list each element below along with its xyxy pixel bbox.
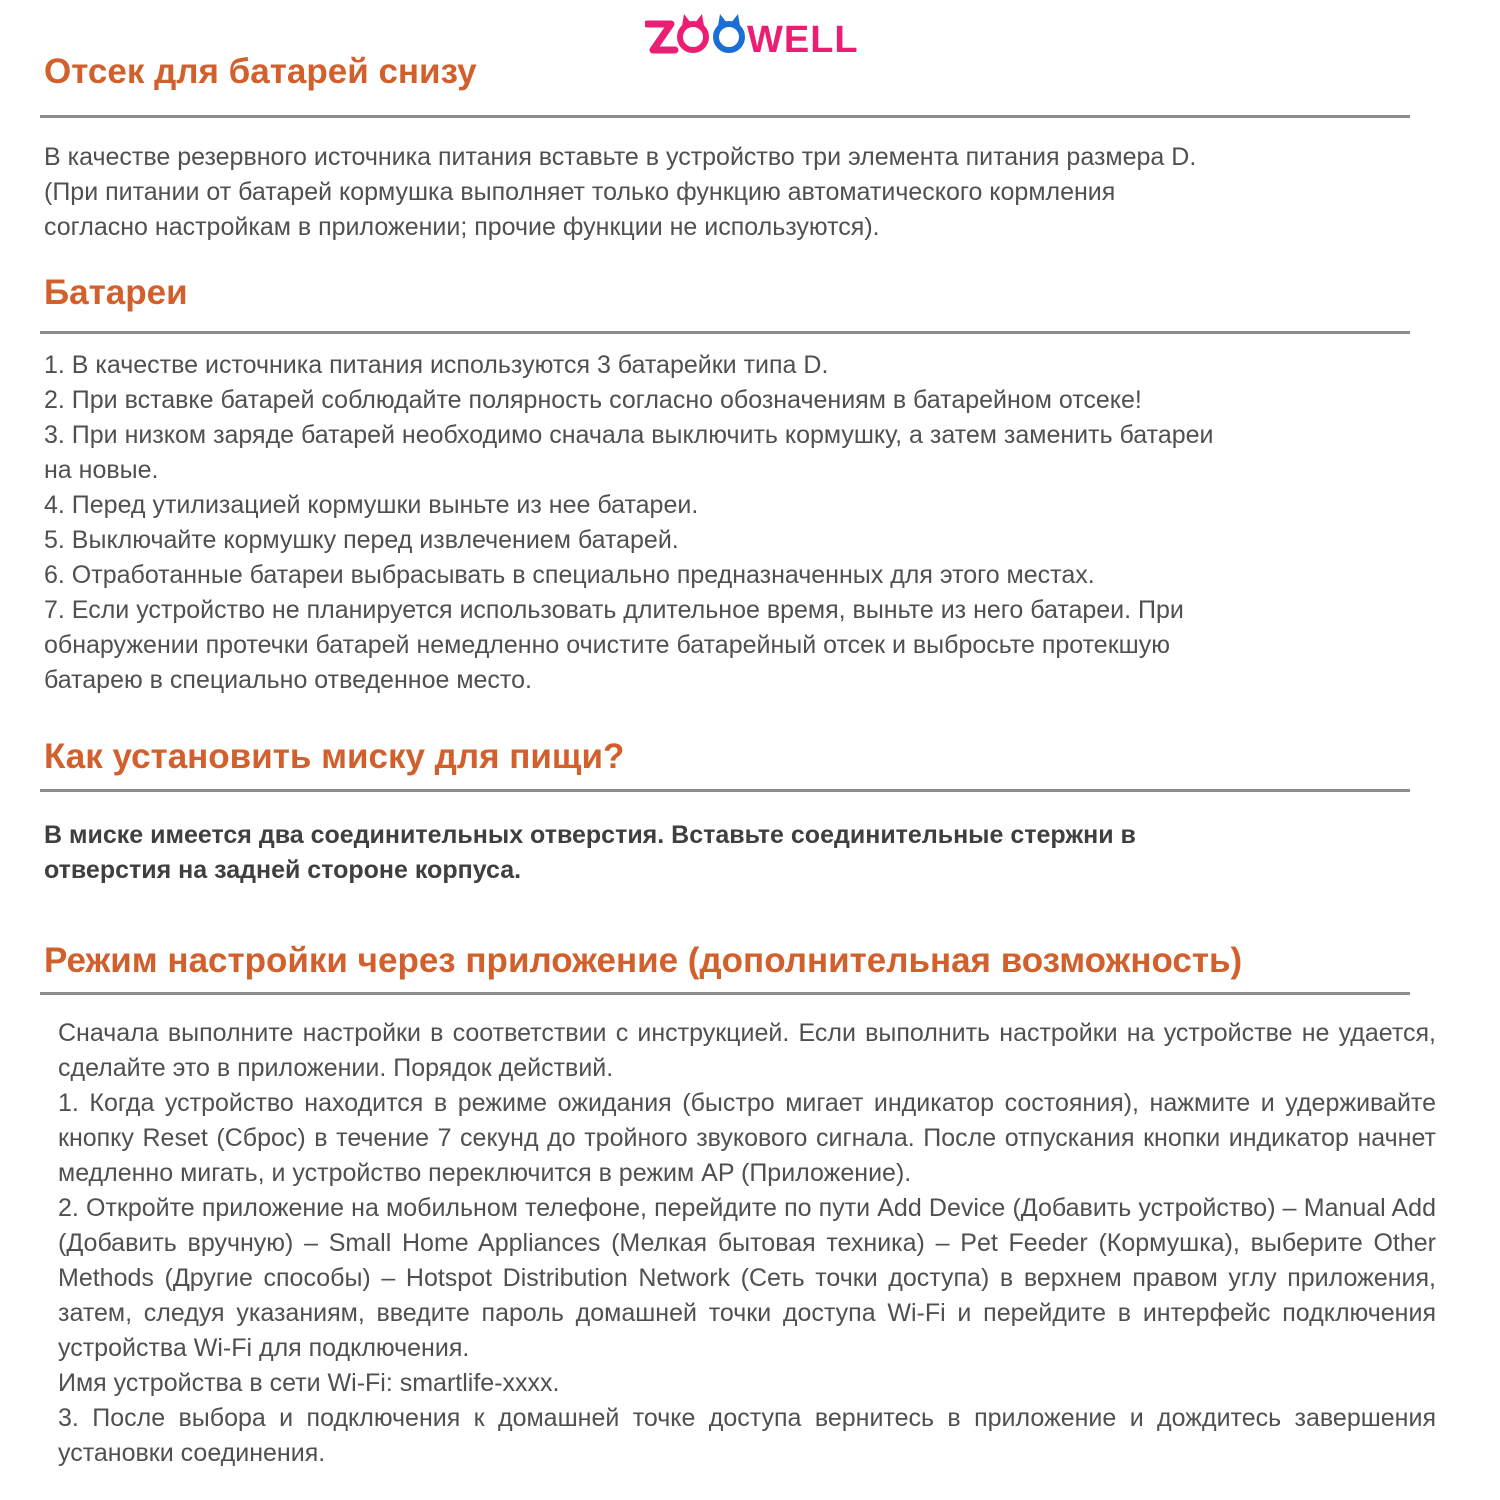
list-item: 3. При низком заряде батарей необходимо сначала выключить кормушку, а затем заменить батареи [44, 421, 1214, 449]
list-item: на новые. [44, 456, 159, 484]
list-item: 6. Отработанные батареи выбрасывать в специально предназначенных для этого местах. [44, 561, 1095, 589]
text-line: В качестве резервного источника питания вставьте в устройство три элемента питания размера D. [44, 143, 1197, 171]
section-divider [40, 789, 1410, 792]
paragraph: Имя устройства в сети Wi-Fi: smartlife-xxxx. [58, 1369, 560, 1397]
text-line: В миске имеется два соединительных отверстия. Вставьте соединительные стержни в [44, 821, 1136, 849]
section-divider [40, 331, 1410, 334]
section-divider [40, 115, 1410, 118]
list-item: 4. Перед утилизацией кормушки выньте из нее батареи. [44, 491, 699, 519]
list-item: 2. При вставке батарей соблюдайте полярность согласно обозначениям в батарейном отсеке! [44, 386, 1142, 414]
section-heading-app-setup: Режим настройки через приложение (дополнительная возможность) [44, 941, 1243, 980]
batteries-list [44, 348, 1214, 698]
list-item: батарею в специально отведенное место. [44, 666, 532, 694]
text-line: согласно настройкам в приложении; прочие функции не используются). [44, 213, 880, 241]
paragraph: 1. Когда устройство находится в режиме ожидания (быстро мигает индикатор состояния), нажмите и удерживайте кнопку Reset (Сброс) в течение 7 секунд до тройного звукового сигнала. После отпускания кнопки индикатор начнет медленно мигать, и устройство переключится в режим AP (Приложение). [58, 1089, 1436, 1187]
paragraph: 3. После выбора и подключения к домашней точке доступа вернитесь в приложение и дождитесь завершения установки соединения. [58, 1404, 1436, 1467]
zoowell-logo [645, 6, 877, 62]
app-setup-text [58, 1016, 1436, 1471]
text-line: отверстия на задней стороне корпуса. [44, 856, 522, 884]
zoowell-logo-mark [645, 6, 877, 62]
section-heading-bowl-install: Как установить миску для пищи? [44, 737, 625, 776]
bowl-install-text [44, 818, 1136, 888]
svg-text:WELL: WELL [747, 19, 859, 61]
list-item: 1. В качестве источника питания используются 3 батарейки типа D. [44, 351, 829, 379]
battery-compartment-text [44, 140, 1196, 245]
list-item: 5. Выключайте кормушку перед извлечением батарей. [44, 526, 679, 554]
text-line: (При питании от батарей кормушка выполняет только функцию автоматического кормления [44, 178, 1116, 206]
paragraph: 2. Откройте приложение на мобильном телефоне, перейдите по пути Add Device (Добавить устройство) – Manual Add (Добавить вручную) – Small Home Appliances (Мелкая бытовая техника) – Pet Feeder (Кормушка), выберите Other Methods (Другие способы) – Hotspot Distribution Network (Сеть точки доступа) в верхнем правом углу приложения, затем, следуя указаниям, введите пароль домашней точки доступа Wi-Fi и перейдите в интерфейс подключения устройства Wi-Fi для подключения. [58, 1194, 1436, 1362]
section-divider [40, 992, 1410, 995]
paragraph: Сначала выполните настройки в соответствии с инструкцией. Если выполнить настройки на устройстве не удается, сделайте это в приложении. Порядок действий. [58, 1019, 1436, 1082]
section-heading-battery-compartment: Отсек для батарей снизу [44, 52, 477, 91]
section-heading-batteries: Батареи [44, 273, 188, 312]
list-item: 7. Если устройство не планируется использовать длительное время, выньте из него батареи. При [44, 596, 1184, 624]
list-item: обнаружении протечки батарей немедленно очистите батарейный отсек и выбросьте протекшую [44, 631, 1170, 659]
